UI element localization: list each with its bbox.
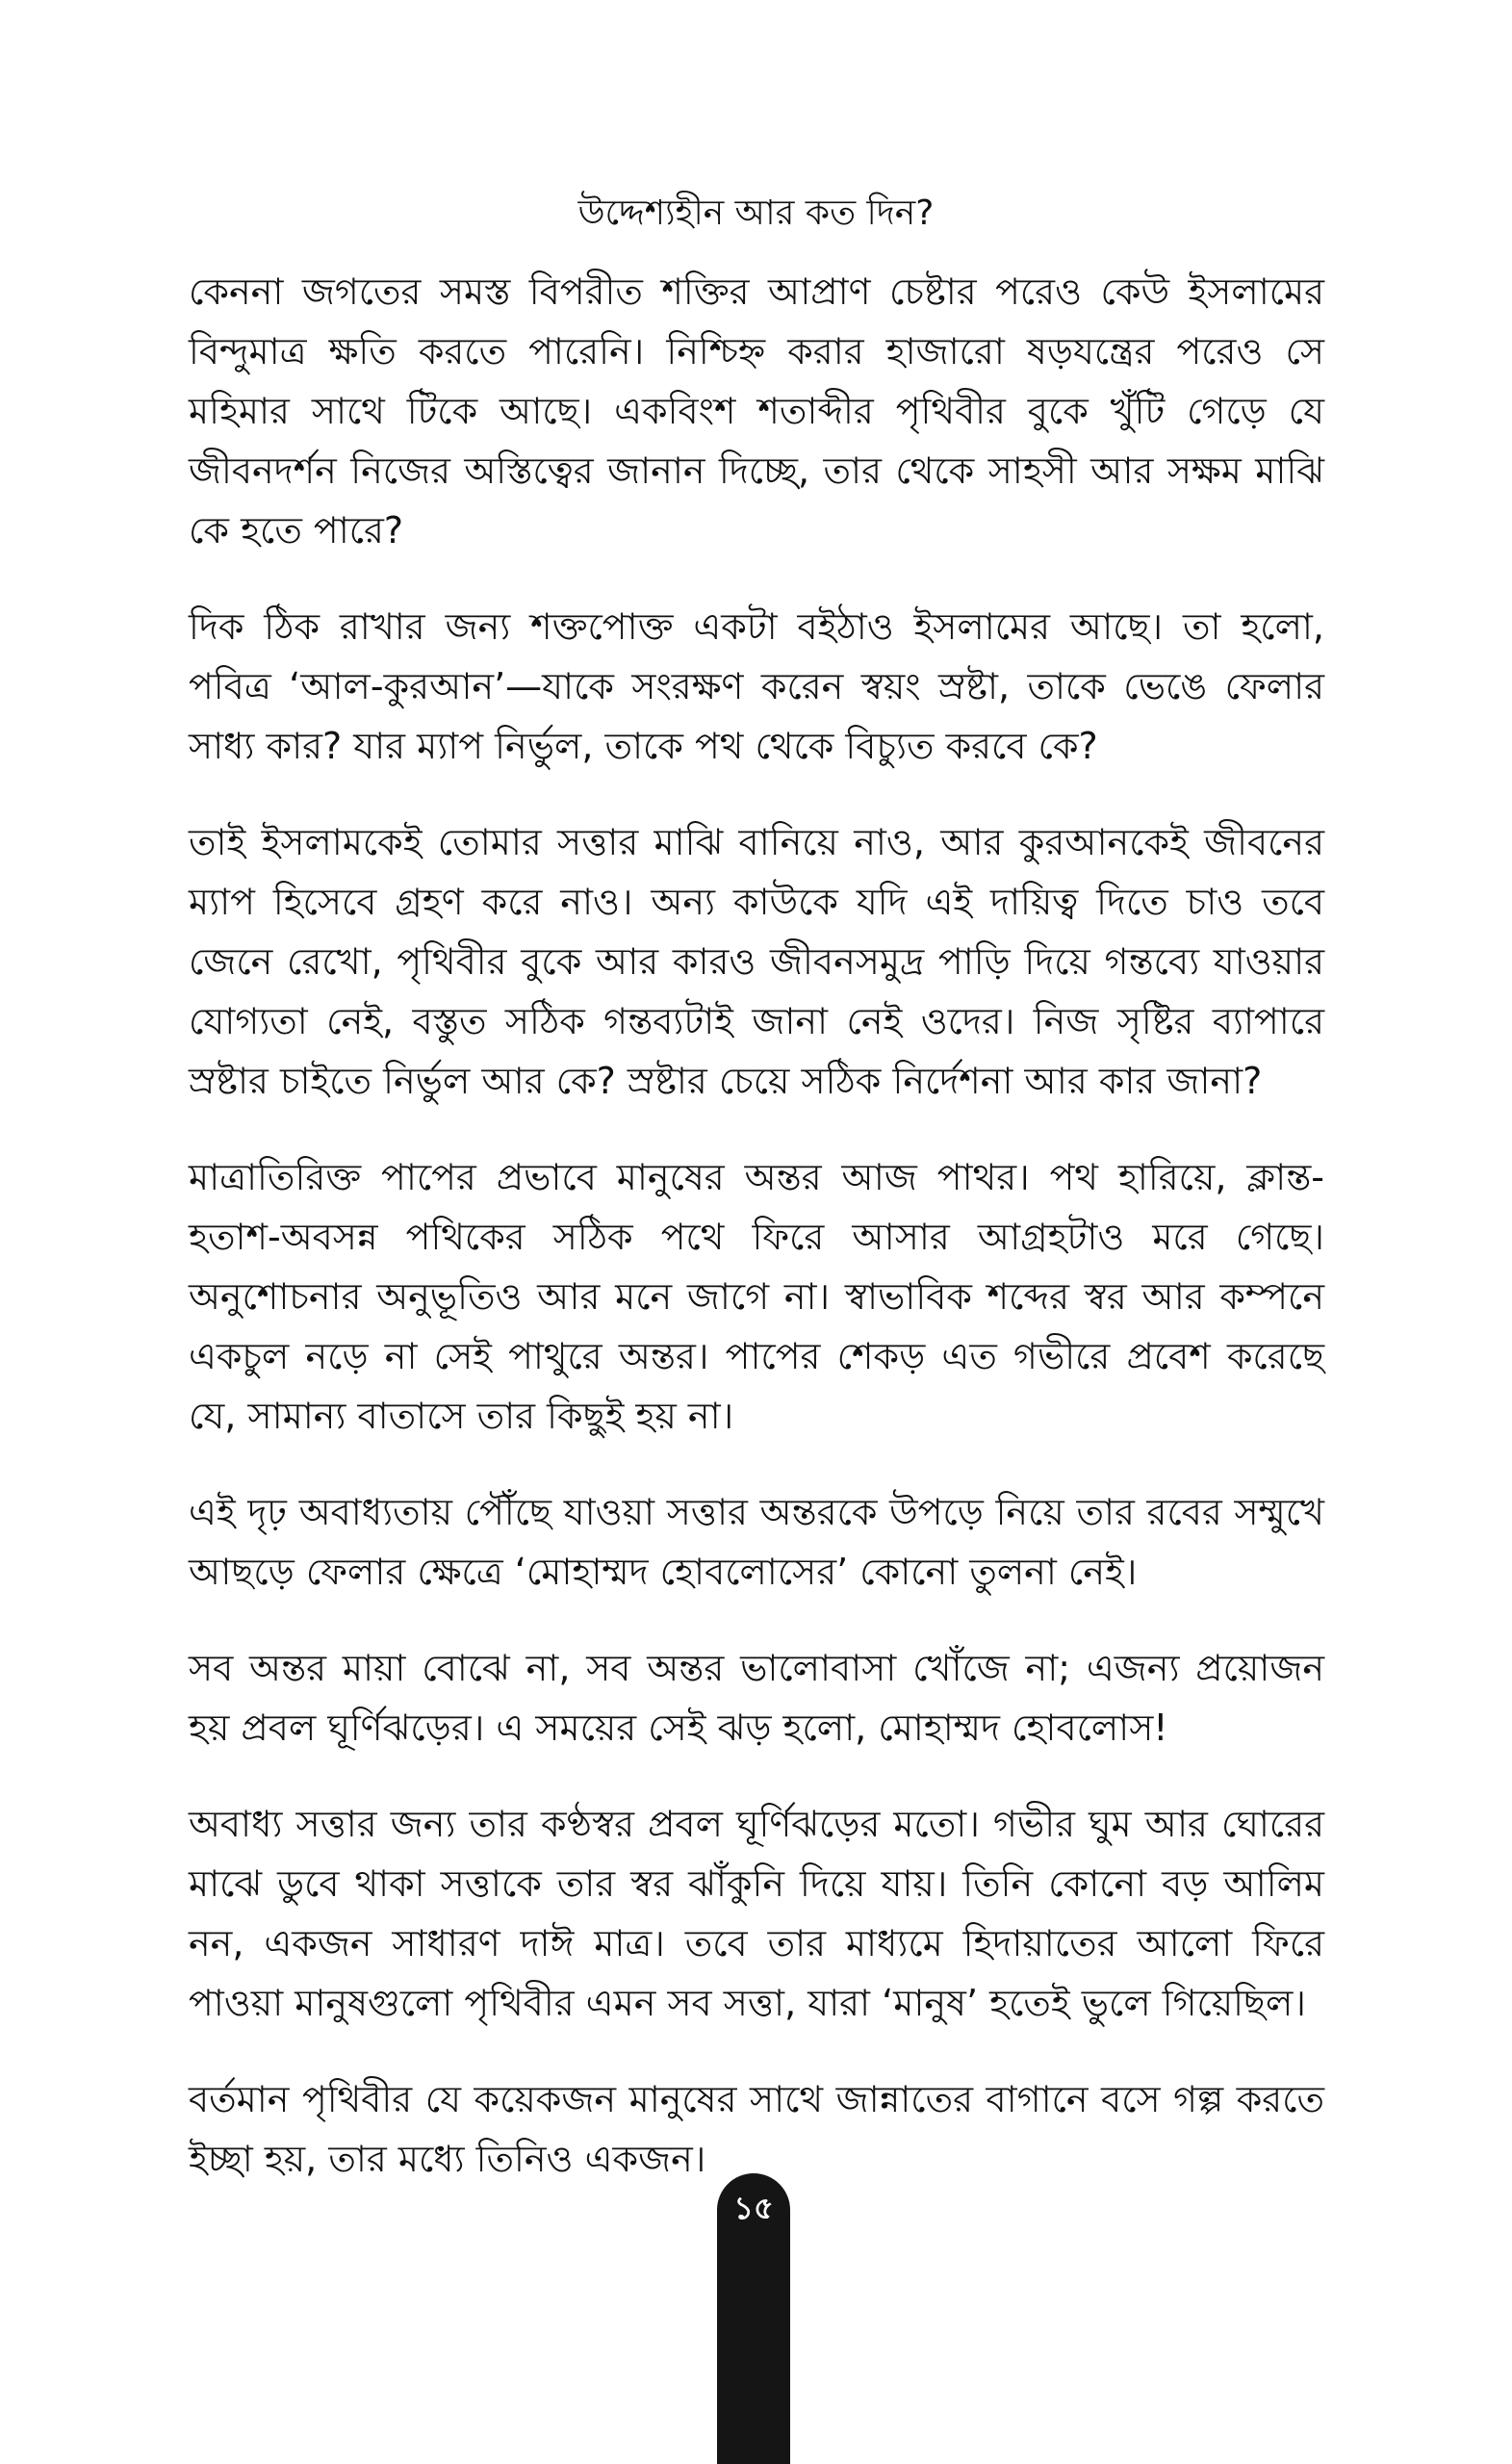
paragraph-2: দিক ঠিক রাখার জন্য শক্তপোক্ত একটা বইঠাও ইসলামের আছে। তা হলো, পবিত্র ‘আল-কুরআন’—যাকে সংরক্ষণ করেন স্বয়ং স্রষ্টা, তাকে ভেঙে ফেলার সাধ্য কার? যার ম্যাপ নির্ভুল, তাকে পথ থেকে বিচ্যুত করবে কে? (189, 605, 1324, 767)
paragraph-7: অবাধ্য সত্তার জন্য তার কণ্ঠস্বর প্রবল ঘূর্ণিঝড়ের মতো। গভীর ঘুম আর ঘোরের মাঝে ডুবে থাকা সত্তাকে তার স্বর ঝাঁকুনি দিয়ে যায়। তিনি কোনো বড় আলিম নন, একজন সাধারণ দাঈ মাত্র। তবে তার মাধ্যমে হিদায়াতের আলো ফিরে পাওয়া মানুষগুলো পৃথিবীর এমন সব সত্তা, যারা ‘মানুষ’ হতেই ভুলে গিয়েছিল। (189, 1803, 1324, 2024)
page-number-tab (717, 2173, 790, 2464)
paragraph-8: বর্তমান পৃথিবীর যে কয়েকজন মানুষের সাথে জান্নাতের বাগানে বসে গল্প করতে ইচ্ছা হয়, তার মধ্যে তিনিও একজন। (189, 2078, 1324, 2180)
paragraph-5: এই দৃঢ় অবাধ্যতায় পৌঁছে যাওয়া সত্তার অন্তরকে উপড়ে নিয়ে তার রবের সম্মুখে আছড়ে ফেলার ক্ষেত্রে ‘মোহাম্মদ হোবলোসের’ কোনো তুলনা নেই। (189, 1491, 1324, 1593)
paragraph-1: কেননা জগতের সমস্ত বিপরীত শক্তির আপ্রাণ চেষ্টার পরেও কেউ ইসলামের বিন্দুমাত্র ক্ষতি করতে পারেনি। নিশ্চিহ্ন করার হাজারো ষড়যন্ত্রের পরেও সে মহিমার সাথে টিকে আছে। একবিংশ শতাব্দীর পৃথিবীর বুকে খুঁটি গেড়ে যে জীবনদর্শন নিজের অস্তিত্বের জানান দিচ্ছে, তার থেকে সাহসী আর সক্ষম মাঝি কে হতে পারে? (189, 270, 1324, 552)
paragraph-3: তাই ইসলামকেই তোমার সত্তার মাঝি বানিয়ে নাও, আর কুরআনকেই জীবনের ম্যাপ হিসেবে গ্রহণ করে নাও। অন্য কাউকে যদি এই দায়িত্ব দিতে চাও তবে জেনে রেখো, পৃথিবীর বুকে আর কারও জীবনসমুদ্র পাড়ি দিয়ে গন্তব্যে যাওয়ার যোগ্যতা নেই, বস্তুত সঠিক গন্তব্যটাই জানা নেই ওদের। নিজ সৃষ্টির ব্যাপারে স্রষ্টার চাইতে নির্ভুল আর কে? স্রষ্টার চেয়ে সঠিক নির্দেশনা আর কার জানা? (189, 821, 1324, 1102)
paragraph-6: সব অন্তর মায়া বোঝে না, সব অন্তর ভালোবাসা খোঁজে না; এজন্য প্রয়োজন হয় প্রবল ঘূর্ণিঝড়ের। এ সময়ের সেই ঝড় হলো, মোহাম্মদ হোবলোস! (189, 1647, 1324, 1749)
running-header: উদ্দেশ্যহীন আর কত দিন? (577, 193, 935, 233)
page-number: ১৫ (733, 2190, 774, 2226)
body-text (189, 262, 1324, 2225)
paragraph-4: মাত্রাতিরিক্ত পাপের প্রভাবে মানুষের অন্তর আজ পাথর। পথ হারিয়ে, ক্লান্ত-হতাশ-অবসন্ন পথিকের সঠিক পথে ফিরে আসার আগ্রহটাও মরে গেছে। অনুশোচনার অনুভূতিও আর মনে জাগে না। স্বাভাবিক শব্দের স্বর আর কম্পনে একচুল নড়ে না সেই পাথুরে অন্তর। পাপের শেকড় এত গভীরে প্রবেশ করেছে যে, সামান্য বাতাসে তার কিছুই হয় না। (189, 1156, 1324, 1437)
